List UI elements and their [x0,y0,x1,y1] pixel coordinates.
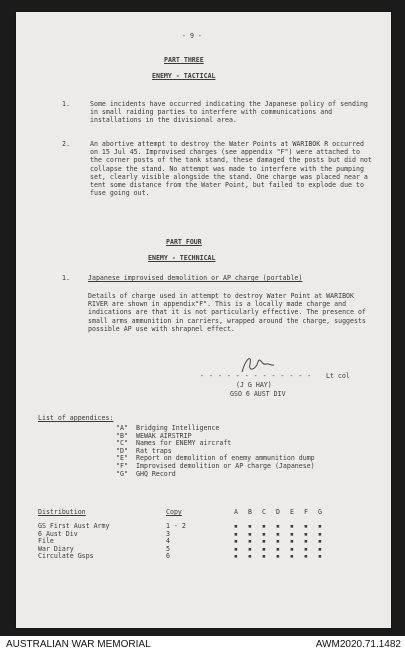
distribution-mark: ▪ [234,529,238,538]
appendix-title: Names for ENEMY aircraft [136,439,232,448]
distribution-mark: ▪ [248,552,252,561]
distribution-copy-number: 5 [166,544,170,553]
appendix-item [116,469,176,478]
appendices-heading: List of appendices: [38,414,114,422]
part3-subheading: ENEMY - TACTICAL [152,72,216,80]
distribution-mark: ▪ [290,529,294,538]
distribution-column-header: A [234,508,238,516]
distribution-recipient: Circulate Gsps [38,552,94,561]
appendix-key: "D" [116,446,128,455]
distribution-recipient: War Diary [38,544,74,553]
appendix-title: Rat traps [136,446,172,455]
part4-heading: PART FOUR [166,238,202,246]
distribution-mark: ▪ [234,552,238,561]
distribution-mark: ▪ [262,552,266,561]
part4-item1-text: Details of charge used in attempt to destroy Water Point at WARIBOK RIVER are shown in appendix"F". This is a locally made charge and indications are that it is not particularly effective. The presence of small arms ammunition in carriers, wrapped around the charge, suggests possible AP use with shrapnel effect. [88,292,366,333]
distribution-mark: ▪ [234,544,238,553]
appendix-key: "E" [116,454,128,463]
part4-item1-title: Japanese improvised demolition or AP charge (portable) [88,274,303,282]
distribution-mark: ▪ [290,552,294,561]
distribution-mark: ▪ [318,522,322,530]
distribution-mark: ▪ [234,537,238,546]
distribution-mark: ▪ [304,537,308,546]
distribution-copy-number: 1 - 2 [166,522,186,530]
distribution-mark: ▪ [276,522,280,530]
distribution-mark: ▪ [262,537,266,546]
distribution-mark: ▪ [276,529,280,538]
part4-item1-number: 1. [62,274,70,282]
distribution-mark: ▪ [304,522,308,530]
distribution-mark: ▪ [262,529,266,538]
distribution-copy-number: 4 [166,537,170,546]
distribution-column-header: B [248,508,252,516]
signature-rank: Lt col [326,372,350,380]
signature-position: GSO 6 AUST DIV [230,390,286,398]
distribution-recipient: File [38,537,54,546]
part4-subheading: ENEMY - TECHNICAL [148,254,216,262]
appendix-key: "A" [116,424,128,432]
distribution-column-header: D [276,508,280,516]
archive-footer [0,636,405,653]
distribution-mark: ▪ [318,552,322,561]
distribution-mark: ▪ [290,544,294,553]
distribution-mark: ▪ [276,552,280,561]
distribution-mark: ▪ [262,544,266,553]
distribution-mark: ▪ [304,552,308,561]
distribution-mark: ▪ [318,537,322,546]
signature-dashes: - - - - - - - - - - - - - [200,372,312,380]
distribution-mark: ▪ [304,529,308,538]
distribution-mark: ▪ [318,529,322,538]
distribution-mark: ▪ [248,537,252,546]
appendix-key: "F" [116,462,128,470]
distribution-copy-number: 6 [166,552,170,561]
distribution-mark: ▪ [276,537,280,546]
part3-item1-text: Some incidents have occurred indicating the Japanese policy of sending in small raiding parties to interfere with communications and installations in the divisional area. [90,100,368,125]
part3-item1-number: 1. [62,100,70,108]
appendix-title: GHQ Record [136,469,176,478]
part3-heading: PART THREE [164,56,204,64]
appendix-title: Bridging Intelligence [136,424,220,432]
signature-name: (J G HAY) [236,381,272,389]
appendix-title: Improvised demolition or AP charge (Japanese) [136,462,315,470]
distribution-mark: ▪ [304,544,308,553]
distribution-column-header: C [262,508,266,516]
part3-item2-text: An abortive attempt to destroy the Water Points at WARIBOK R occurred on 15 Jul 45. Improvised charges (see appendix "F") were attached to the corner posts of the tank stand, these damaged the posts but did not collapse the stand. No attempt was made to interfere with the pumping set, clearly visible alongside the stand. One charge was placed near a tent some distance from the Water Point, but failed to explode due to fuse going out. [90,140,372,198]
distribution-mark: ▪ [262,522,266,530]
part3-item2-number: 2. [62,140,70,148]
distribution-column-header: F [304,508,308,516]
distribution-recipient: 6 Aust Div [38,529,78,538]
distribution-column-header: E [290,508,294,516]
distribution-mark: ▪ [248,544,252,553]
distribution-mark: ▪ [248,529,252,538]
distribution-recipient: GS First Aust Army [38,522,110,530]
distribution-mark: ▪ [290,522,294,530]
footer-right-text: AWM2020.71.1482 [315,639,401,650]
page-number: - 9 - [182,32,202,40]
distribution-mark: ▪ [234,522,238,530]
distribution-row [38,552,348,560]
appendix-key: "C" [116,439,128,448]
appendix-title: WEWAK AIRSTRIP [136,431,192,440]
appendix-title: Report on demolition of enemy ammunition dump [136,454,315,463]
distribution-mark: ▪ [318,544,322,553]
appendix-key: "B" [116,431,128,440]
footer-left-text: AUSTRALIAN WAR MEMORIAL [6,639,151,650]
distribution-mark: ▪ [248,522,252,530]
distribution-copy-heading: Copy [166,508,182,516]
distribution-column-header: G [318,508,322,516]
appendix-key: "G" [116,469,128,478]
distribution-mark: ▪ [276,544,280,553]
document-page [16,12,391,628]
distribution-heading: Distribution [38,508,86,516]
distribution-copy-number: 3 [166,529,170,538]
distribution-mark: ▪ [290,537,294,546]
